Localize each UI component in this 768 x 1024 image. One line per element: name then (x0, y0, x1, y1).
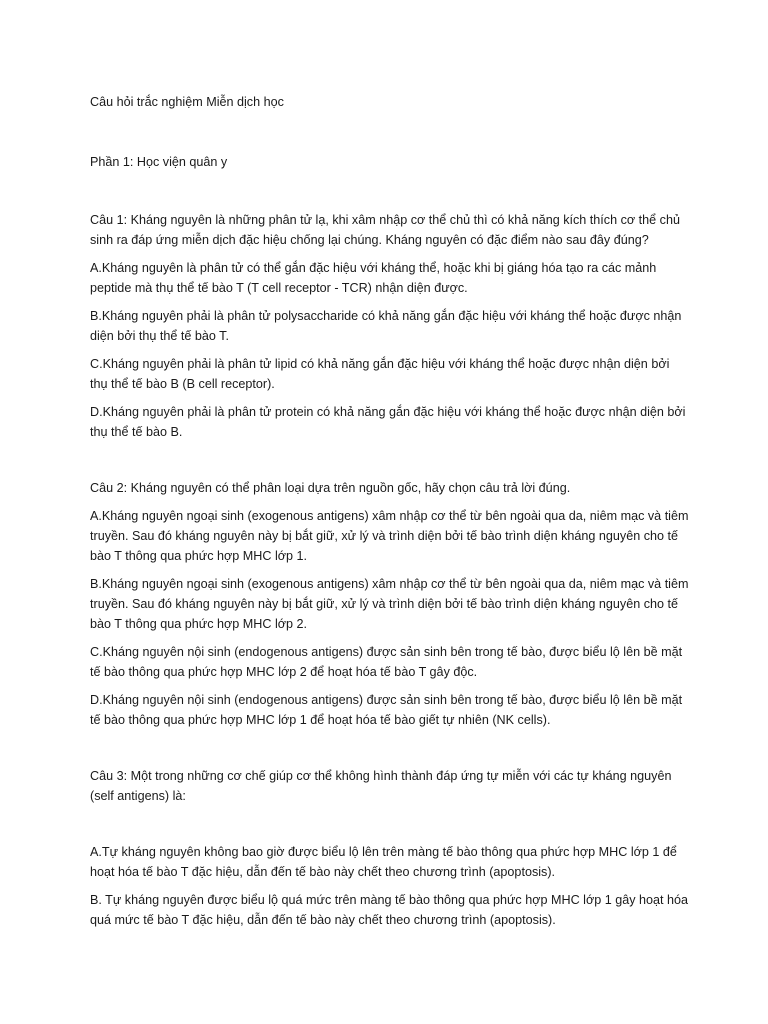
question-2-option-d: D.Kháng nguyên nội sinh (endogenous antigens) được sản sinh bên trong tế bào, được biểu lộ lên bề mặt tế bào thông qua phức hợp MHC lớp 1 để hoạt hóa tế bào giết tự nhiên (NK cells). (90, 693, 683, 727)
question-3: Câu 3: Một trong những cơ chế giúp cơ thể không hình thành đáp ứng tự miễn với các tự kháng nguyên (self antigens) là: (90, 769, 672, 803)
question-1-option-d: D.Kháng nguyên phải là phân tử protein có khả năng gắn đặc hiệu với kháng thể hoặc được nhận diện bởi thụ thể tế bào B. (90, 405, 686, 439)
question-3-option-a: A.Tự kháng nguyên không bao giờ được biểu lộ lên trên màng tế bào thông qua phức hợp MHC lớp 1 để hoạt hóa tế bào T đặc hiệu, dẫn đến tế bào này chết theo chương trình (apoptosis). (90, 845, 677, 879)
question-1: Câu 1: Kháng nguyên là những phân tử lạ, khi xâm nhập cơ thể chủ thì có khả năng kích thích cơ thể chủ sinh ra đáp ứng miễn dịch đặc hiệu chống lại chúng. Kháng nguyên có đặc điểm nào sau đây đúng? (90, 213, 680, 247)
document-title: Câu hỏi trắc nghiệm Miễn dịch học (90, 95, 284, 109)
question-2-option-b: B.Kháng nguyên ngoại sinh (exogenous antigens) xâm nhập cơ thể từ bên ngoài qua da, niêm mạc và tiêm truyền. Sau đó kháng nguyên này bị bắt giữ, xử lý và trình diện bởi tế bào trình diện kháng nguyên cho tế bào T thông qua phức hợp MHC lớp 2. (90, 577, 689, 631)
question-2: Câu 2: Kháng nguyên có thể phân loại dựa trên nguồn gốc, hãy chọn câu trả lời đúng. (90, 481, 571, 495)
question-3-option-b: B. Tự kháng nguyên được biểu lộ quá mức trên màng tế bào thông qua phức hợp MHC lớp 1 gây hoạt hóa quá mức tế bào T đặc hiệu, dẫn đến tế bào này chết theo chương trình (apoptosis). (90, 893, 689, 927)
question-1-option-a: A.Kháng nguyên là phân tử có thể gắn đặc hiệu với kháng thể, hoặc khi bị giáng hóa tạo ra các mảnh peptide mà thụ thể tế bào T (T cell receptor - TCR) nhận diện được. (90, 261, 657, 295)
part-heading: Phần 1: Học viện quân y (90, 155, 228, 169)
question-1-option-c: C.Kháng nguyên phải là phân tử lipid có khả năng gắn đặc hiệu với kháng thể hoặc được nhận diện bởi thụ thể tế bào B (B cell receptor). (90, 357, 670, 391)
question-1-option-b: B.Kháng nguyên phải là phân tử polysaccharide có khả năng gắn đặc hiệu với kháng thể hoặc được nhận diện bởi thụ thể tế bào T. (90, 309, 682, 343)
question-2-option-c: C.Kháng nguyên nội sinh (endogenous antigens) được sản sinh bên trong tế bào, được biểu lộ lên bề mặt tế bào thông qua phức hợp MHC lớp 2 để hoạt hóa tế bào T gây độc. (90, 645, 683, 679)
question-2-option-a: A.Kháng nguyên ngoại sinh (exogenous antigens) xâm nhập cơ thể từ bên ngoài qua da, niêm mạc và tiêm truyền. Sau đó kháng nguyên này bị bắt giữ, xử lý và trình diện bởi tế bào trình diện kháng nguyên cho tế bào T thông qua phức hợp MHC lớp 1. (90, 509, 689, 563)
